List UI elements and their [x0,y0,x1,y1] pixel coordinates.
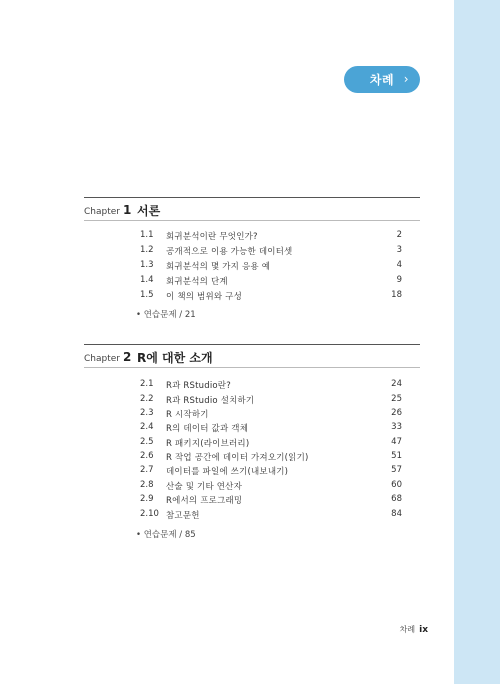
footer-page-number: ix [419,625,428,635]
section-page: 9 [396,275,402,285]
chapter-2-label [84,350,131,364]
section-number: 2.5 [140,437,154,447]
section-title: 산술 및 기타 연산자 [166,482,242,492]
section-page: 24 [391,379,402,389]
toc-entry[interactable] [140,422,402,436]
chapter-word: Chapter [84,207,120,217]
section-page: 26 [391,408,402,418]
toc-entry[interactable] [140,494,402,508]
toc-badge-label: 차례 [369,73,395,87]
section-number: 2.4 [140,422,154,432]
chapter-1-rule-bottom [84,220,420,221]
section-page: 60 [391,480,402,490]
toc-entry[interactable] [140,408,402,422]
section-title: 공개적으로 이용 가능한 데이터셋 [166,247,293,257]
section-page: 68 [391,494,402,504]
chapter-1-title: 서론 [137,204,161,218]
chapter-2-exercise[interactable]: • 연습문제 / 85 [136,530,196,540]
section-title: 회귀분석의 단계 [166,277,228,287]
section-title: 회귀분석의 몇 가지 응용 예 [166,262,271,272]
section-number: 2.3 [140,408,154,418]
toc-entry[interactable] [140,437,402,451]
chapter-word: Chapter [84,354,120,364]
section-number: 1.4 [140,275,154,285]
toc-badge[interactable] [344,66,420,93]
side-color-band [454,0,500,684]
chapter-2-rule-top [84,344,420,345]
toc-entry[interactable] [140,245,402,259]
toc-entry[interactable] [140,230,402,244]
section-page: 25 [391,394,402,404]
toc-entry[interactable] [140,509,402,523]
page-footer [400,624,428,635]
section-number: 2.2 [140,394,154,404]
toc-entry[interactable] [140,394,402,408]
section-title: R에서의 프로그래밍 [166,496,243,506]
section-number: 1.1 [140,230,154,240]
section-title: R과 RStudio 설치하기 [166,396,255,406]
section-number: 2.9 [140,494,154,504]
section-page: 2 [396,230,402,240]
chapter-number: 2 [122,350,132,364]
toc-entry[interactable] [140,275,402,289]
section-number: 2.8 [140,480,154,490]
section-title: 회귀분석이란 무엇인가? [166,232,258,242]
section-page: 3 [396,245,402,255]
section-title: R 작업 공간에 데이터 가져오기(읽기) [166,453,309,463]
chevron-right-icon: › [403,72,409,86]
chapter-1-rule-top [84,197,420,198]
section-number: 1.3 [140,260,154,270]
section-page: 57 [391,465,402,475]
chapter-2-title: R에 대한 소개 [137,351,213,365]
footer-label: 차례 [399,625,416,634]
section-title: R 패키지(라이브러리) [166,439,250,449]
chapter-number: 1 [122,203,132,217]
section-title: 참고문헌 [166,511,200,521]
section-page: 18 [391,290,402,300]
chapter-1-label [84,203,131,217]
section-page: 33 [391,422,402,432]
section-title: R과 RStudio란? [166,381,231,391]
section-page: 51 [391,451,402,461]
section-title: R의 데이터 값과 객체 [166,424,249,434]
section-number: 2.10 [140,509,159,519]
toc-entry[interactable] [140,290,402,304]
toc-entry[interactable] [140,480,402,494]
section-title: 데이터를 파일에 쓰기(내보내기) [166,467,289,477]
chapter-2-rule-bottom [84,367,420,368]
toc-entry[interactable] [140,451,402,465]
section-number: 1.2 [140,245,154,255]
section-page: 4 [396,260,402,270]
section-number: 2.7 [140,465,154,475]
section-title: 이 책의 범위와 구성 [166,292,242,302]
toc-entry[interactable] [140,260,402,274]
section-title: R 시작하기 [166,410,209,420]
section-page: 47 [391,437,402,447]
section-number: 1.5 [140,290,154,300]
section-number: 2.1 [140,379,154,389]
toc-entry[interactable] [140,379,402,393]
section-page: 84 [391,509,402,519]
toc-entry[interactable] [140,465,402,479]
section-number: 2.6 [140,451,154,461]
chapter-1-exercise[interactable]: • 연습문제 / 21 [136,310,196,320]
